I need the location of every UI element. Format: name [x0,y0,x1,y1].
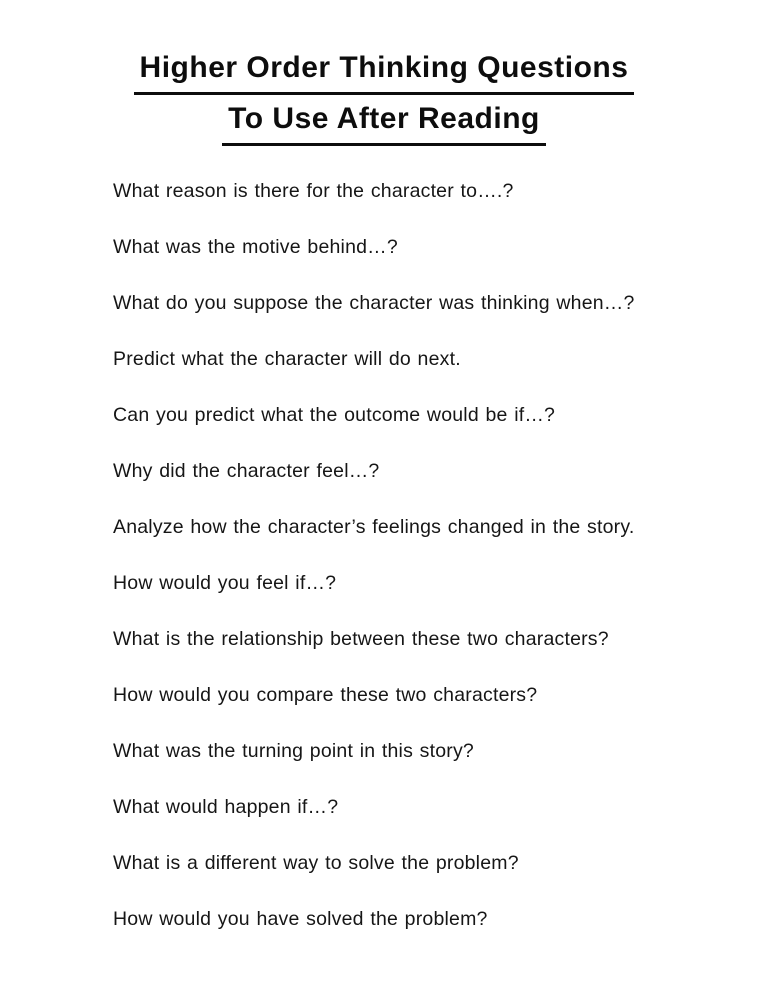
question-item: What is a different way to solve the problem? [113,852,519,874]
question-item: How would you compare these two characters? [113,684,538,706]
question-item: What is the relationship between these two characters? [113,628,609,650]
question-item: Can you predict what the outcome would be if…? [113,404,556,426]
question-item: How would you have solved the problem? [113,908,488,930]
question-item: Analyze how the character’s feelings changed in the story. [113,516,635,538]
question-item: What was the motive behind…? [113,236,398,258]
title-line-1: Higher Order Thinking Questions [134,44,635,95]
question-item: How would you feel if…? [113,572,337,594]
question-item: What reason is there for the character to….? [113,180,514,202]
page-title [0,44,768,146]
question-item: What was the turning point in this story? [113,740,474,762]
question-item: What do you suppose the character was thinking when…? [113,292,635,314]
title-line-2: To Use After Reading [222,95,546,146]
question-item: Why did the character feel…? [113,460,380,482]
question-item: Predict what the character will do next. [113,348,461,370]
question-list [113,173,638,938]
question-item: What would happen if…? [113,796,339,818]
